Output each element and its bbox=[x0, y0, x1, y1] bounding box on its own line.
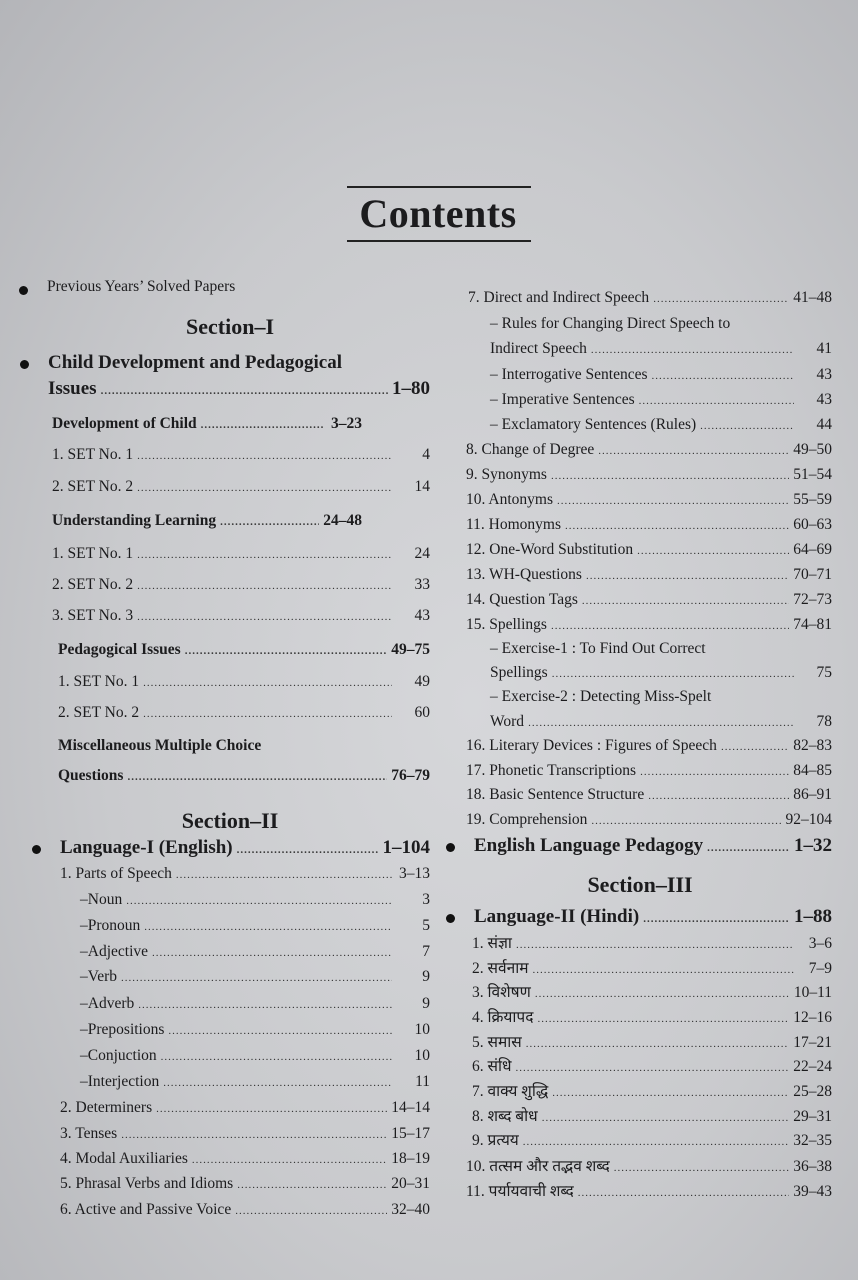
leader-dots bbox=[542, 1112, 790, 1124]
entry-title: 8. Change of Degree bbox=[466, 441, 595, 458]
entry-title: 11. Homonyms bbox=[466, 516, 562, 533]
entry-page: 72–73 bbox=[793, 591, 832, 608]
section-heading: Section–III bbox=[587, 872, 693, 897]
toc-entry[interactable] bbox=[472, 1030, 832, 1052]
leader-dots bbox=[137, 580, 392, 592]
leader-dots bbox=[121, 972, 392, 984]
entry-title: 7. Direct and Indirect Speech bbox=[468, 289, 650, 306]
toc-entry[interactable] bbox=[58, 767, 430, 785]
entry-page: 3–13 bbox=[399, 865, 430, 882]
entry-page: 18–19 bbox=[391, 1150, 430, 1167]
leader-dots bbox=[591, 815, 781, 827]
entry-title: 18. Basic Sentence Structure bbox=[466, 786, 645, 803]
entry-page: 55–59 bbox=[793, 491, 832, 508]
entry-page: 11 bbox=[415, 1073, 430, 1090]
toc-entry[interactable] bbox=[80, 1021, 430, 1039]
entry-page: 20–31 bbox=[391, 1175, 430, 1192]
entry-page: 14 bbox=[414, 478, 430, 495]
toc-entry[interactable] bbox=[58, 641, 430, 659]
toc-entry[interactable] bbox=[60, 1150, 430, 1168]
leader-dots bbox=[137, 611, 392, 623]
toc-entry[interactable] bbox=[52, 478, 430, 496]
leader-dots bbox=[156, 1103, 387, 1115]
toc-entry[interactable] bbox=[60, 1201, 430, 1219]
entry-page: 64–69 bbox=[793, 541, 832, 558]
bullet-icon bbox=[19, 286, 28, 295]
leader-dots bbox=[121, 1129, 387, 1141]
toc-entry[interactable] bbox=[80, 1073, 430, 1091]
leader-dots bbox=[526, 1038, 790, 1050]
leader-dots bbox=[552, 1087, 789, 1099]
leader-dots bbox=[185, 645, 388, 657]
toc-entry[interactable] bbox=[490, 664, 832, 682]
toc-entry[interactable] bbox=[466, 541, 832, 559]
leader-dots bbox=[201, 419, 324, 431]
entry-title: 4. Modal Auxiliaries bbox=[60, 1150, 188, 1167]
entry-title: Issues bbox=[48, 378, 97, 399]
toc-entry[interactable] bbox=[466, 1154, 832, 1176]
entry-page: 1–80 bbox=[392, 378, 430, 399]
toc-entry[interactable] bbox=[490, 366, 832, 384]
entry-page: 43 bbox=[816, 391, 832, 408]
entry-page: 44 bbox=[816, 416, 832, 433]
entry-title: 9. Synonyms bbox=[466, 466, 547, 483]
toc-entry[interactable] bbox=[58, 704, 430, 722]
entry-title: –Conjuction bbox=[80, 1047, 157, 1064]
entry-page: 39–43 bbox=[793, 1183, 832, 1200]
leader-dots bbox=[551, 470, 789, 482]
entry-page: 7–9 bbox=[808, 960, 832, 977]
entry-title: –Prepositions bbox=[80, 1021, 165, 1038]
toc-entry[interactable] bbox=[466, 786, 832, 804]
entry-page: 76–79 bbox=[391, 767, 430, 784]
entry-title: Spellings bbox=[490, 664, 548, 681]
leader-dots bbox=[648, 790, 789, 802]
entry-title: 8. शब्द बोध bbox=[472, 1108, 538, 1125]
toc-entry[interactable] bbox=[490, 688, 832, 706]
toc-entry[interactable] bbox=[490, 416, 832, 434]
toc-entry[interactable] bbox=[472, 1128, 832, 1150]
bullet-icon bbox=[446, 843, 455, 852]
title-rule-top bbox=[347, 186, 531, 188]
entry-page: 92–104 bbox=[785, 811, 832, 828]
leader-dots bbox=[168, 1025, 392, 1037]
toc-entry[interactable] bbox=[468, 289, 832, 307]
leader-dots bbox=[127, 771, 387, 783]
toc-entry[interactable] bbox=[60, 1099, 430, 1117]
entry-title: 10. Antonyms bbox=[466, 491, 553, 508]
toc-entry[interactable] bbox=[80, 917, 430, 935]
toc-entry[interactable] bbox=[466, 616, 832, 634]
entry-page: 25–28 bbox=[793, 1083, 832, 1100]
entry-page: 29–31 bbox=[793, 1108, 832, 1125]
entry-title: 14. Question Tags bbox=[466, 591, 578, 608]
toc-entry[interactable] bbox=[474, 835, 832, 857]
entry-title: 1. SET No. 1 bbox=[52, 446, 134, 463]
entry-title: 3. SET No. 3 bbox=[52, 607, 134, 624]
entry-page: 24 bbox=[414, 545, 430, 562]
leader-dots bbox=[220, 516, 319, 528]
entry-page: 32–35 bbox=[793, 1132, 832, 1149]
entry-title: 13. WH-Questions bbox=[466, 566, 582, 583]
entry-title: 6. Active and Passive Voice bbox=[60, 1201, 232, 1218]
entry-page: 3–6 bbox=[808, 935, 832, 952]
toc-entry[interactable] bbox=[52, 446, 430, 464]
title-rule-bottom bbox=[347, 240, 531, 242]
leader-dots bbox=[707, 842, 790, 854]
leader-dots bbox=[557, 495, 789, 507]
entry-page: 14–14 bbox=[391, 1099, 430, 1116]
entry-page: 3 bbox=[422, 891, 430, 908]
toc-entry[interactable] bbox=[52, 607, 430, 625]
leader-dots bbox=[700, 420, 794, 432]
leader-dots bbox=[565, 520, 789, 532]
entry-page: 1–104 bbox=[382, 837, 430, 858]
entry-page: 49–50 bbox=[793, 441, 832, 458]
toc-entry[interactable] bbox=[52, 545, 430, 563]
entry-title: –Noun bbox=[80, 891, 123, 908]
entry-title: – Imperative Sentences bbox=[490, 391, 635, 408]
entry-title: 9. प्रत्यय bbox=[472, 1132, 519, 1149]
entry-title: 3. विशेषण bbox=[472, 984, 531, 1001]
toc-entry[interactable] bbox=[472, 1104, 832, 1126]
leader-dots bbox=[101, 385, 388, 397]
entry-page: 3–23 bbox=[331, 415, 362, 432]
leader-dots bbox=[586, 570, 789, 582]
toc-entry[interactable] bbox=[466, 466, 832, 484]
entry-title: 1. SET No. 1 bbox=[58, 673, 140, 690]
entry-page: 74–81 bbox=[793, 616, 832, 633]
toc-entry[interactable] bbox=[52, 512, 362, 530]
leader-dots bbox=[591, 344, 794, 356]
entry-title: 2. SET No. 2 bbox=[52, 478, 134, 495]
leader-dots bbox=[192, 1154, 387, 1166]
entry-page: 1–88 bbox=[794, 906, 832, 927]
leader-dots bbox=[235, 1205, 387, 1217]
toc-entry[interactable] bbox=[60, 837, 430, 859]
toc-entry[interactable] bbox=[52, 576, 430, 594]
leader-dots bbox=[582, 595, 789, 607]
entry-title: 16. Literary Devices : Figures of Speech bbox=[466, 737, 717, 754]
entry-page: 24–48 bbox=[323, 512, 362, 529]
toc-entry[interactable] bbox=[490, 640, 832, 658]
leader-dots bbox=[237, 1179, 387, 1191]
entry-title: 19. Comprehension bbox=[466, 811, 588, 828]
entry-page: 43 bbox=[414, 607, 430, 624]
leader-dots bbox=[144, 921, 392, 933]
leader-dots bbox=[653, 293, 789, 305]
entry-page: 9 bbox=[422, 968, 430, 985]
entry-page: 78 bbox=[816, 713, 832, 730]
entry-page: 75 bbox=[816, 664, 832, 681]
entry-page: 17–21 bbox=[793, 1034, 832, 1051]
entry-title: 2. Determiners bbox=[60, 1099, 153, 1116]
entry-title: Language-I (English) bbox=[60, 837, 233, 858]
toc-entry[interactable] bbox=[490, 340, 832, 358]
entry-page: 82–83 bbox=[793, 737, 832, 754]
toc-entry[interactable] bbox=[60, 865, 430, 883]
toc-entry[interactable] bbox=[490, 315, 832, 333]
entry-page: 49 bbox=[414, 673, 430, 690]
toc-entry[interactable] bbox=[474, 906, 832, 928]
toc-entry[interactable] bbox=[48, 352, 430, 374]
entry-page: 1–32 bbox=[794, 835, 832, 856]
toc-entry[interactable] bbox=[472, 1079, 832, 1101]
leader-dots bbox=[532, 964, 794, 976]
leader-dots bbox=[152, 947, 392, 959]
toc-entry[interactable] bbox=[466, 516, 832, 534]
toc-entry[interactable] bbox=[490, 391, 832, 409]
toc-entry[interactable] bbox=[472, 931, 832, 953]
toc-entry[interactable] bbox=[80, 968, 430, 986]
toc-entry[interactable] bbox=[472, 956, 832, 978]
entry-page: 60 bbox=[414, 704, 430, 721]
toc-entry[interactable] bbox=[466, 566, 832, 584]
leader-dots bbox=[237, 844, 379, 856]
leader-dots bbox=[161, 1051, 392, 1063]
bullet-icon bbox=[446, 914, 455, 923]
entry-title: 10. तत्सम और तद्भव शब्द bbox=[466, 1158, 610, 1175]
toc-entry[interactable] bbox=[466, 737, 832, 755]
entry-title: 15. Spellings bbox=[466, 616, 547, 633]
entry-title: 17. Phonetic Transcriptions bbox=[466, 762, 637, 779]
entry-title: 2. SET No. 2 bbox=[58, 704, 140, 721]
toc-entry[interactable] bbox=[466, 491, 832, 509]
entry-page: 70–71 bbox=[793, 566, 832, 583]
bullet-icon bbox=[32, 845, 41, 854]
entry-page: 10 bbox=[414, 1047, 430, 1064]
leader-dots bbox=[176, 869, 392, 881]
entry-title: 5. समास bbox=[472, 1034, 522, 1051]
leader-dots bbox=[637, 545, 789, 557]
toc-entry[interactable] bbox=[60, 1125, 430, 1143]
toc-entry[interactable] bbox=[80, 891, 430, 909]
entry-title: –Adverb bbox=[80, 995, 135, 1012]
entry-title: –Verb bbox=[80, 968, 118, 985]
entry-page: 32–40 bbox=[391, 1201, 430, 1218]
leader-dots bbox=[639, 395, 794, 407]
leader-dots bbox=[598, 445, 789, 457]
entry-page: 10–11 bbox=[793, 984, 832, 1001]
toc-entry[interactable] bbox=[58, 737, 430, 755]
toc-entry[interactable] bbox=[47, 278, 430, 296]
entry-title: –Interjection bbox=[80, 1073, 160, 1090]
bullet-icon bbox=[20, 360, 29, 369]
entry-title: Questions bbox=[58, 767, 124, 784]
toc-entry[interactable] bbox=[472, 1054, 832, 1076]
entry-title: 5. Phrasal Verbs and Idioms bbox=[60, 1175, 234, 1192]
toc-entry[interactable] bbox=[48, 378, 430, 400]
entry-page: 9 bbox=[422, 995, 430, 1012]
toc-entry[interactable] bbox=[472, 1005, 832, 1027]
entry-title: Pedagogical Issues bbox=[58, 641, 181, 658]
entry-title: Indirect Speech bbox=[490, 340, 587, 357]
entry-title: – Exercise-2 : Detecting Miss-Spelt bbox=[490, 688, 712, 705]
entry-title: 1. SET No. 1 bbox=[52, 545, 134, 562]
leader-dots bbox=[578, 1187, 789, 1199]
entry-title: Understanding Learning bbox=[52, 512, 217, 529]
toc-entry[interactable] bbox=[466, 811, 832, 829]
entry-page: 22–24 bbox=[793, 1058, 832, 1075]
toc-entry[interactable] bbox=[466, 591, 832, 609]
entry-page: 33 bbox=[414, 576, 430, 593]
entry-page: 4 bbox=[422, 446, 430, 463]
leader-dots bbox=[652, 370, 794, 382]
entry-title: Previous Years’ Solved Papers bbox=[47, 278, 236, 295]
toc-entry[interactable] bbox=[80, 1047, 430, 1065]
leader-dots bbox=[528, 717, 794, 729]
toc-entry[interactable] bbox=[472, 980, 832, 1002]
toc-entry[interactable] bbox=[490, 713, 832, 731]
entry-title: 3. Tenses bbox=[60, 1125, 118, 1142]
section-heading: Section–I bbox=[186, 314, 274, 339]
leader-dots bbox=[137, 450, 392, 462]
entry-page: 5 bbox=[422, 917, 430, 934]
entry-page: 15–17 bbox=[391, 1125, 430, 1142]
entry-title: 1. संज्ञा bbox=[472, 935, 512, 952]
toc-entry[interactable] bbox=[60, 1175, 430, 1193]
leader-dots bbox=[516, 939, 794, 951]
entry-page: 84–85 bbox=[793, 762, 832, 779]
leader-dots bbox=[643, 913, 790, 925]
leader-dots bbox=[126, 895, 392, 907]
toc-entry[interactable] bbox=[466, 762, 832, 780]
page-title: Contents bbox=[359, 191, 517, 236]
entry-title: Word bbox=[490, 713, 525, 730]
entry-title: 2. SET No. 2 bbox=[52, 576, 134, 593]
leader-dots bbox=[640, 766, 789, 778]
leader-dots bbox=[535, 988, 790, 1000]
entry-title: 11. पर्यायवाची शब्द bbox=[466, 1183, 574, 1200]
entry-title: – Exercise-1 : To Find Out Correct bbox=[490, 640, 706, 657]
entry-title: 7. वाक्य शुद्धि bbox=[472, 1083, 549, 1100]
leader-dots bbox=[138, 999, 392, 1011]
entry-title: – Interrogative Sentences bbox=[490, 366, 648, 383]
entry-title: –Pronoun bbox=[80, 917, 141, 934]
entry-title: Miscellaneous Multiple Choice bbox=[58, 737, 262, 754]
toc-entry[interactable] bbox=[466, 1179, 832, 1201]
entry-page: 49–75 bbox=[391, 641, 430, 658]
entry-title: – Rules for Changing Direct Speech to bbox=[490, 315, 731, 332]
entry-page: 41 bbox=[816, 340, 832, 357]
entry-title: 12. One-Word Substitution bbox=[466, 541, 634, 558]
leader-dots bbox=[551, 620, 789, 632]
leader-dots bbox=[143, 708, 392, 720]
toc-entry[interactable] bbox=[80, 943, 430, 961]
leader-dots bbox=[516, 1062, 790, 1074]
entry-page: 10 bbox=[414, 1021, 430, 1038]
toc-entry[interactable] bbox=[466, 441, 832, 459]
entry-page: 41–48 bbox=[793, 289, 832, 306]
entry-title: – Exclamatory Sentences (Rules) bbox=[490, 416, 697, 433]
toc-entry[interactable] bbox=[80, 995, 430, 1013]
leader-dots bbox=[537, 1013, 789, 1025]
entry-page: 60–63 bbox=[793, 516, 832, 533]
entry-page: 36–38 bbox=[793, 1158, 832, 1175]
section-heading: Section–II bbox=[181, 808, 279, 833]
entry-page: 12–16 bbox=[793, 1009, 832, 1026]
entry-page: 86–91 bbox=[793, 786, 832, 803]
entry-title: Language-II (Hindi) bbox=[474, 906, 640, 927]
entry-page: 43 bbox=[816, 366, 832, 383]
entry-title: –Adjective bbox=[80, 943, 149, 960]
toc-entry[interactable] bbox=[52, 415, 362, 433]
entry-title: Child Development and Pedagogical bbox=[48, 352, 342, 373]
entry-title: 2. सर्वनाम bbox=[472, 960, 529, 977]
leader-dots bbox=[552, 668, 794, 680]
leader-dots bbox=[143, 677, 392, 689]
leader-dots bbox=[137, 549, 392, 561]
leader-dots bbox=[163, 1077, 392, 1089]
entry-page: 51–54 bbox=[793, 466, 832, 483]
entry-page: 7 bbox=[422, 943, 430, 960]
leader-dots bbox=[137, 482, 392, 494]
entry-title: Development of Child bbox=[52, 415, 197, 432]
leader-dots bbox=[523, 1136, 789, 1148]
entry-title: English Language Pedagogy bbox=[474, 835, 704, 856]
entry-title: 6. संधि bbox=[472, 1058, 512, 1075]
leader-dots bbox=[721, 741, 789, 753]
leader-dots bbox=[614, 1162, 790, 1174]
entry-title: 4. क्रियापद bbox=[472, 1009, 534, 1026]
entry-title: 1. Parts of Speech bbox=[60, 865, 172, 882]
toc-entry[interactable] bbox=[58, 673, 430, 691]
